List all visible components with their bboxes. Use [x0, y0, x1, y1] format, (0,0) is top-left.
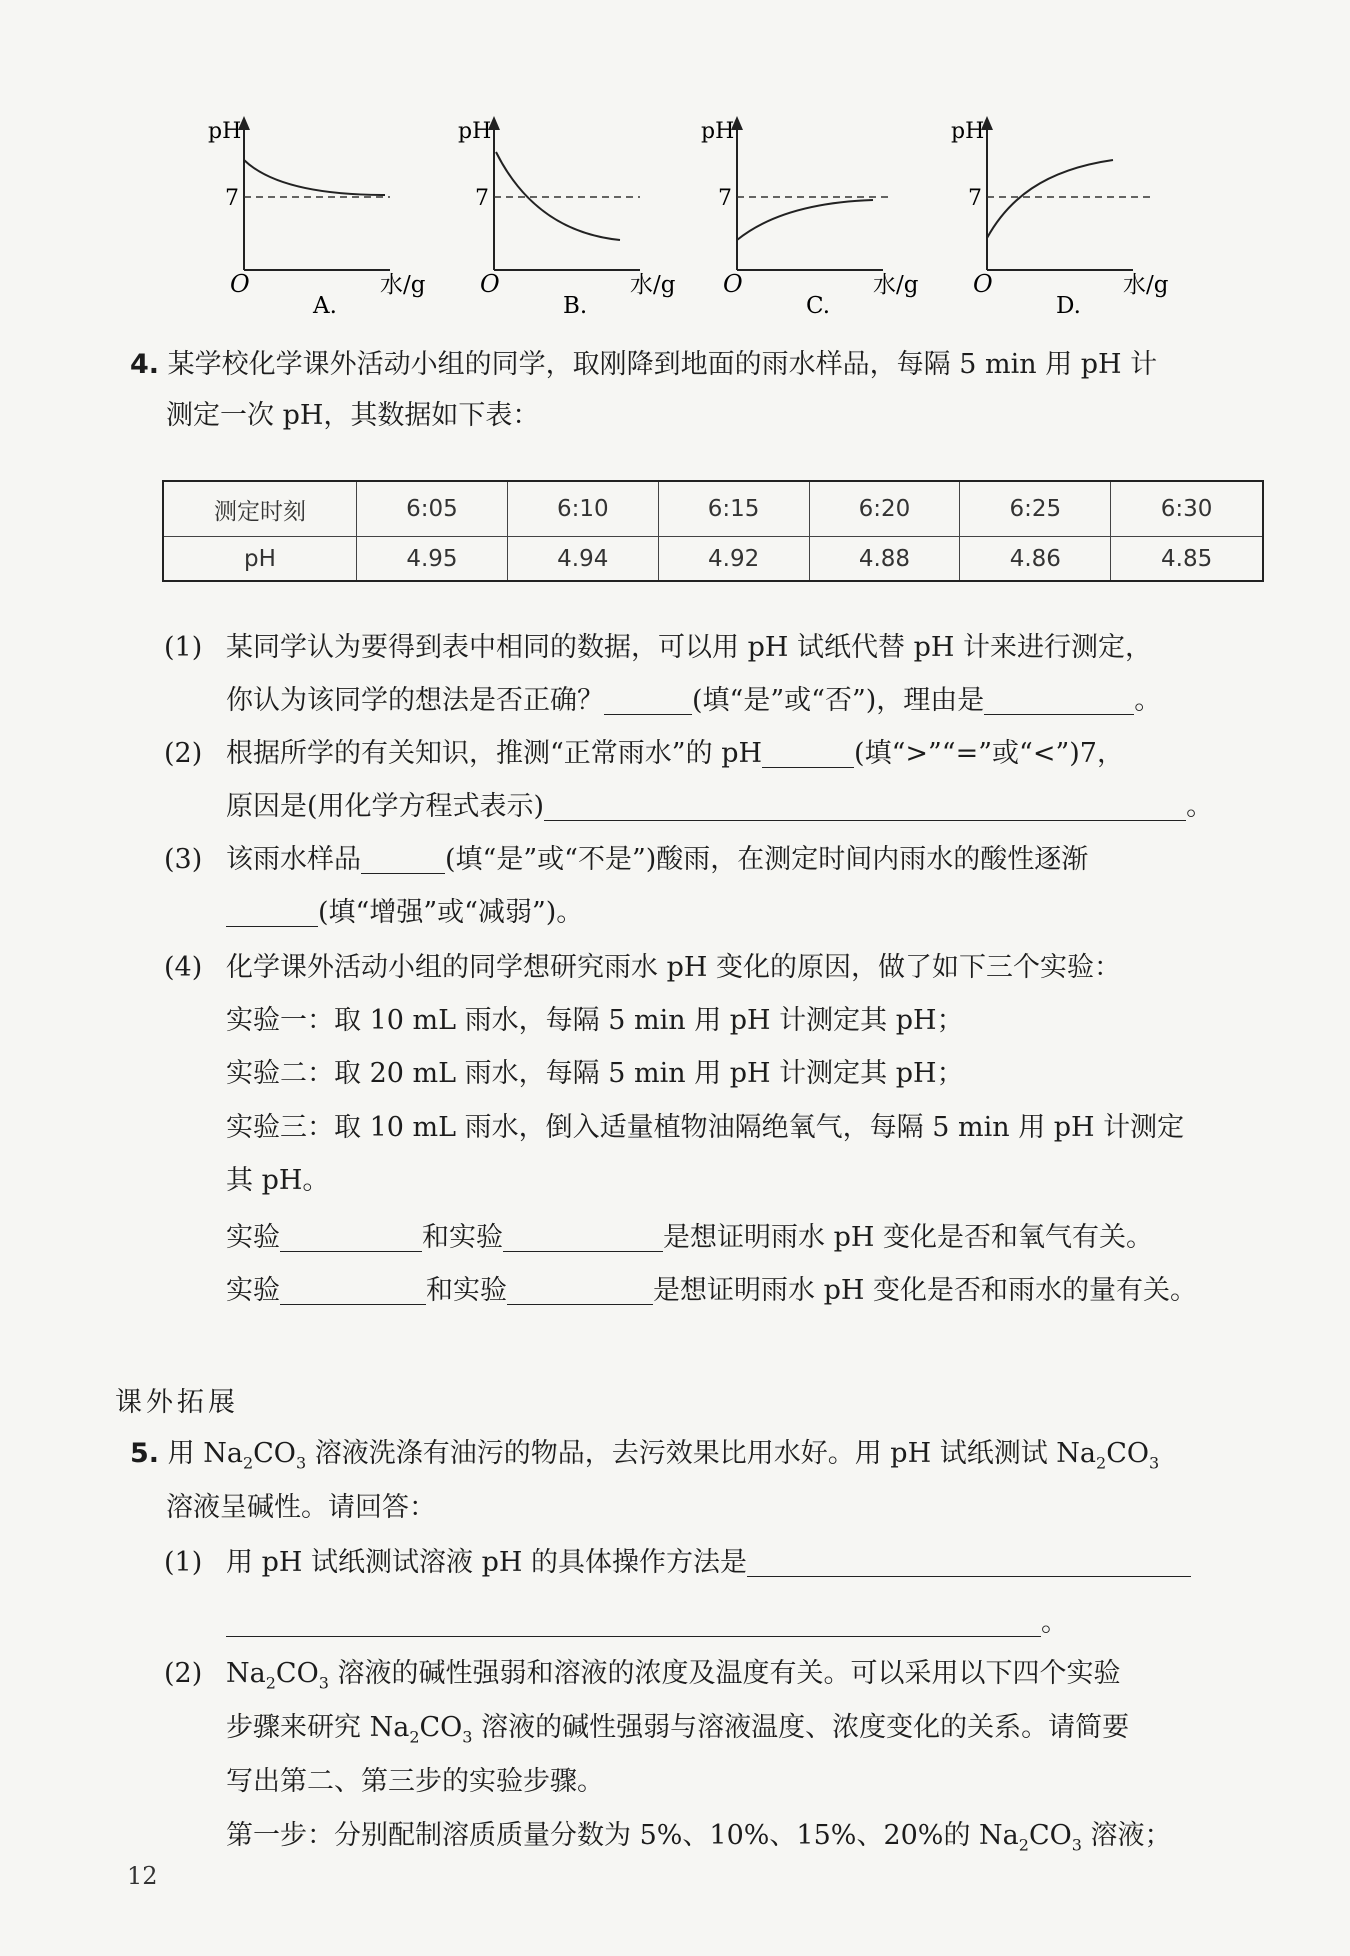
- subscript-3: 3: [1071, 1835, 1082, 1855]
- subscript-3: 3: [318, 1673, 329, 1693]
- q4-part4-statement2: [226, 1273, 1197, 1309]
- graph-b: [458, 116, 676, 319]
- graph-d-ylabel: pH: [951, 119, 985, 144]
- q5-part2-line3: 写出第二、第三步的实验步骤。: [226, 1766, 604, 1797]
- table-cell-ph: 4.95: [357, 537, 508, 581]
- q4-part2-reason: 原因是(用化学方程式表示): [226, 791, 545, 822]
- q5-part2-e: CO: [419, 1712, 463, 1743]
- statement1-a: 实验: [226, 1222, 280, 1253]
- q4-part4-number: (4): [164, 952, 203, 983]
- table-cell-ph: 4.88: [809, 537, 960, 581]
- q5-part2-line4: [226, 1818, 1172, 1863]
- statement2-a: 实验: [226, 1275, 280, 1306]
- table-cell-time: 6:30: [1111, 481, 1263, 537]
- table-cell-time: 6:20: [809, 481, 960, 537]
- q4-part4-line1: 化学课外活动小组的同学想研究雨水 pH 变化的原因，做了如下三个实验：: [226, 952, 1121, 983]
- graph-a-ylabel: pH: [208, 119, 242, 144]
- graph-c-xlabel: 水/g: [873, 272, 919, 298]
- q5-text-c: 溶液洗涤有油污的物品，去污效果比用水好。用 pH 试纸测试 Na: [306, 1438, 1097, 1469]
- q4-part3-question: 该雨水样品: [226, 844, 361, 875]
- table-header-ph: pH: [163, 537, 357, 581]
- q5-part2-line1: [226, 1656, 1121, 1701]
- ph-graphs: [0, 0, 1350, 330]
- q5-text-b: CO: [253, 1438, 296, 1469]
- graph-b-origin: O: [480, 270, 500, 298]
- q4-part2-question: 根据所学的有关知识，推测“正常雨水”的 pH: [226, 738, 763, 769]
- experiment-3: 实验三：取 10 mL 雨水，倒入适量植物油隔绝氧气，每隔 5 min 用 pH 计测定: [226, 1112, 1185, 1143]
- q4-part2-hint: (填“>”“=”或“<”)7，: [854, 738, 1124, 769]
- answer-blank[interactable]: [280, 1221, 422, 1252]
- q4-part2-end: 。: [1186, 791, 1214, 822]
- q5-part1-question: 用 pH 试纸测试溶液 pH 的具体操作方法是: [226, 1547, 747, 1578]
- q5-part2-i: 溶液；: [1081, 1820, 1172, 1851]
- graph-d-option: D.: [1056, 293, 1081, 319]
- answer-blank[interactable]: [507, 1274, 653, 1305]
- q4-part3-line1: [226, 842, 1088, 878]
- answer-blank[interactable]: [747, 1546, 1191, 1577]
- q4-part2-line1: [226, 736, 1124, 772]
- answer-blank[interactable]: [604, 684, 692, 715]
- graph-b-xlabel: 水/g: [630, 272, 676, 298]
- graph-b-seven: 7: [475, 186, 489, 211]
- ph-data-table: [162, 480, 1264, 582]
- q5-part2-number: (2): [164, 1658, 203, 1689]
- q4-intro-line1: [130, 347, 1157, 383]
- subscript-2: 2: [1096, 1453, 1107, 1473]
- graph-c-seven: 7: [718, 186, 732, 211]
- subscript-2: 2: [1018, 1835, 1029, 1855]
- answer-blank[interactable]: [503, 1221, 663, 1252]
- graph-d-seven: 7: [968, 186, 982, 211]
- graph-b-ylabel: pH: [458, 119, 492, 144]
- answer-blank[interactable]: [984, 684, 1134, 715]
- q4-part1-hint: (填“是”或“否”)，理由是: [692, 685, 985, 716]
- experiment-3-cont: 其 pH。: [226, 1165, 330, 1196]
- q4-part1-line1: 某同学认为要得到表中相同的数据，可以用 pH 试纸代替 pH 计来进行测定，: [226, 632, 1152, 663]
- q5-text-a: 用 Na: [167, 1438, 243, 1469]
- graph-a-xlabel: 水/g: [380, 272, 426, 298]
- statement2-c: 是想证明雨水 pH 变化是否和雨水的量有关。: [653, 1275, 1197, 1306]
- table-cell-ph: 4.94: [507, 537, 658, 581]
- subscript-3: 3: [295, 1453, 307, 1473]
- experiment-1: 实验一：取 10 mL 雨水，每隔 5 min 用 pH 计测定其 pH；: [226, 1005, 964, 1036]
- q5-part1-end: 。: [1041, 1607, 1068, 1638]
- q4-part1-line2: [226, 683, 1161, 719]
- q5-part2-line2: [226, 1710, 1129, 1755]
- q4-part2-number: (2): [164, 738, 203, 769]
- q5-part1-line1: [226, 1545, 1191, 1581]
- answer-blank[interactable]: [280, 1274, 426, 1305]
- q4-intro-text-1: 某学校化学课外活动小组的同学，取刚降到地面的雨水样品，每隔 5 min 用 pH 计: [167, 349, 1158, 380]
- table-header-time: 测定时刻: [163, 481, 357, 537]
- subscript-2: 2: [265, 1673, 276, 1693]
- subscript-2: 2: [409, 1727, 420, 1747]
- table-cell-ph: 4.85: [1111, 537, 1263, 581]
- q4-part1-end: 。: [1134, 685, 1162, 716]
- subscript-2: 2: [242, 1453, 254, 1473]
- statement1-b: 和实验: [422, 1222, 503, 1253]
- q4-part3-hint: (填“是”或“不是”)酸雨，在测定时间内雨水的酸性逐渐: [445, 844, 1089, 875]
- statement2-b: 和实验: [426, 1275, 507, 1306]
- subscript-3: 3: [1149, 1453, 1160, 1473]
- q4-part3-line2: [226, 895, 583, 931]
- table-cell-time: 6:15: [658, 481, 809, 537]
- q4-part4-statement1: [226, 1220, 1153, 1256]
- answer-blank[interactable]: [544, 790, 1186, 821]
- answer-blank[interactable]: [226, 1606, 1041, 1637]
- answer-blank[interactable]: [226, 896, 318, 927]
- q4-part3-number: (3): [164, 844, 203, 875]
- q5-part2-h: CO: [1028, 1820, 1072, 1851]
- q5-line1: [130, 1436, 1159, 1481]
- subscript-3: 3: [462, 1727, 473, 1747]
- table-row-times: [163, 481, 1263, 537]
- graph-d: [951, 116, 1169, 319]
- table-cell-time: 6:25: [960, 481, 1111, 537]
- q5-part2-b: CO: [275, 1658, 319, 1689]
- table-row-ph: [163, 537, 1263, 581]
- q5-part2-c: 溶液的碱性强弱和溶液的浓度及温度有关。可以采用以下四个实验: [328, 1658, 1121, 1689]
- graph-a-seven: 7: [225, 186, 239, 211]
- graph-c: [701, 116, 919, 319]
- q5-part2-d: 步骤来研究 Na: [226, 1712, 410, 1743]
- table-cell-ph: 4.92: [658, 537, 809, 581]
- graph-d-xlabel: 水/g: [1123, 272, 1169, 298]
- table-cell-time: 6:10: [507, 481, 658, 537]
- q5-part1-line2: [226, 1605, 1068, 1641]
- q4-part1-question: 你认为该同学的想法是否正确？: [226, 685, 604, 716]
- q5-line2: 溶液呈碱性。请回答：: [166, 1492, 436, 1523]
- q4-intro-line2: 测定一次 pH，其数据如下表：: [166, 400, 540, 431]
- answer-blank[interactable]: [762, 737, 854, 768]
- q5-part2-f: 溶液的碱性强弱与溶液温度、浓度变化的关系。请简要: [472, 1712, 1130, 1743]
- graph-a-option: A.: [313, 293, 337, 319]
- q5-number: 5.: [130, 1438, 160, 1469]
- q4-part3-hint2: (填“增强”或“减弱”)。: [318, 897, 584, 928]
- table-cell-ph: 4.86: [960, 537, 1111, 581]
- graph-c-origin: O: [723, 270, 743, 298]
- graph-c-ylabel: pH: [701, 119, 735, 144]
- statement1-c: 是想证明雨水 pH 变化是否和氧气有关。: [663, 1222, 1153, 1253]
- graph-a-origin: O: [230, 270, 250, 298]
- q5-text-d: CO: [1106, 1438, 1149, 1469]
- q4-part1-number: (1): [164, 632, 203, 663]
- graph-c-option: C.: [806, 293, 831, 319]
- graph-a: [208, 116, 426, 319]
- q5-part2-g: 第一步：分别配制溶质质量分数为 5%、10%、15%、20%的 Na: [226, 1820, 1019, 1851]
- answer-blank[interactable]: [361, 843, 445, 874]
- page-number: 12: [127, 1862, 158, 1890]
- q5-part2-a: Na: [226, 1658, 266, 1689]
- table-cell-time: 6:05: [357, 481, 508, 537]
- q4-number: 4.: [130, 349, 160, 380]
- q4-part2-line2: [226, 789, 1213, 825]
- graph-b-option: B.: [563, 293, 588, 319]
- section-title: 课外拓展: [115, 1387, 239, 1418]
- graph-d-origin: O: [973, 270, 993, 298]
- q5-part1-number: (1): [164, 1547, 203, 1578]
- experiment-2: 实验二：取 20 mL 雨水，每隔 5 min 用 pH 计测定其 pH；: [226, 1058, 964, 1089]
